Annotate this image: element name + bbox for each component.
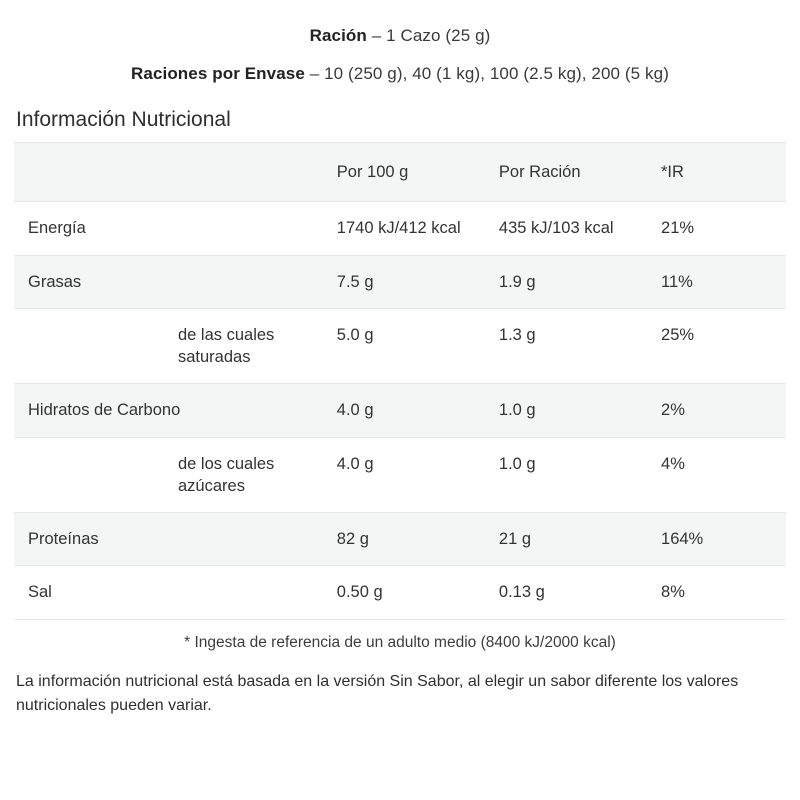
servings-per-container-line bbox=[14, 64, 786, 84]
header-nutrient bbox=[14, 143, 323, 202]
row-per-serving: 1.0 g bbox=[485, 384, 647, 437]
row-per-100g: 7.5 g bbox=[323, 255, 485, 308]
table-row bbox=[14, 202, 786, 255]
row-per-100g: 4.0 g bbox=[323, 384, 485, 437]
table-row bbox=[14, 437, 786, 513]
table-row bbox=[14, 308, 786, 384]
row-per-100g: 5.0 g bbox=[323, 308, 485, 384]
serving-size-line bbox=[14, 26, 786, 46]
flavour-disclaimer: La información nutricional está basada en la versión Sin Sabor, al elegir un sabor diferente los valores nutricionales pueden variar. bbox=[16, 672, 739, 714]
row-ir: 4% bbox=[647, 437, 786, 513]
row-ir: 8% bbox=[647, 566, 786, 619]
table-row bbox=[14, 384, 786, 437]
row-per-serving: 1.3 g bbox=[485, 308, 647, 384]
row-ir: 164% bbox=[647, 513, 786, 566]
row-nutrient-name: de las cuales saturadas bbox=[14, 308, 323, 384]
row-nutrient-name: Hidratos de Carbono bbox=[14, 384, 323, 437]
row-per-100g: 1740 kJ/412 kcal bbox=[323, 202, 485, 255]
row-ir: 21% bbox=[647, 202, 786, 255]
row-ir: 25% bbox=[647, 308, 786, 384]
servings-per-container-value: 10 (250 g), 40 (1 kg), 100 (2.5 kg), 200 (5 kg) bbox=[324, 64, 669, 83]
row-nutrient-name: Proteínas bbox=[14, 513, 323, 566]
row-nutrient-name: Grasas bbox=[14, 255, 323, 308]
row-per-100g: 0.50 g bbox=[323, 566, 485, 619]
nutrition-table bbox=[14, 142, 786, 620]
table-row bbox=[14, 566, 786, 619]
header-ir: *IR bbox=[647, 143, 786, 202]
page-title: Información Nutricional bbox=[16, 108, 231, 131]
row-ir: 11% bbox=[647, 255, 786, 308]
row-per-100g: 4.0 g bbox=[323, 437, 485, 513]
table-header-row bbox=[14, 143, 786, 202]
serving-size-value: 1 Cazo (25 g) bbox=[386, 26, 491, 45]
reference-intake-footnote: * Ingesta de referencia de un adulto medio (8400 kJ/2000 kcal) bbox=[184, 633, 616, 651]
table-row bbox=[14, 255, 786, 308]
serving-size-dash: – bbox=[371, 26, 382, 45]
header-per-serving: Por Ración bbox=[485, 143, 647, 202]
row-nutrient-name: Sal bbox=[14, 566, 323, 619]
servings-per-container-dash: – bbox=[309, 64, 320, 83]
servings-per-container-label: Raciones por Envase bbox=[131, 64, 305, 83]
row-per-serving: 1.9 g bbox=[485, 255, 647, 308]
table-row bbox=[14, 513, 786, 566]
serving-size-label: Ración bbox=[309, 26, 367, 45]
row-per-serving: 0.13 g bbox=[485, 566, 647, 619]
row-per-serving: 21 g bbox=[485, 513, 647, 566]
row-nutrient-name: Energía bbox=[14, 202, 323, 255]
row-per-serving: 435 kJ/103 kcal bbox=[485, 202, 647, 255]
row-per-serving: 1.0 g bbox=[485, 437, 647, 513]
row-nutrient-name: de los cuales azúcares bbox=[14, 437, 323, 513]
header-per-100g: Por 100 g bbox=[323, 143, 485, 202]
row-per-100g: 82 g bbox=[323, 513, 485, 566]
row-ir: 2% bbox=[647, 384, 786, 437]
